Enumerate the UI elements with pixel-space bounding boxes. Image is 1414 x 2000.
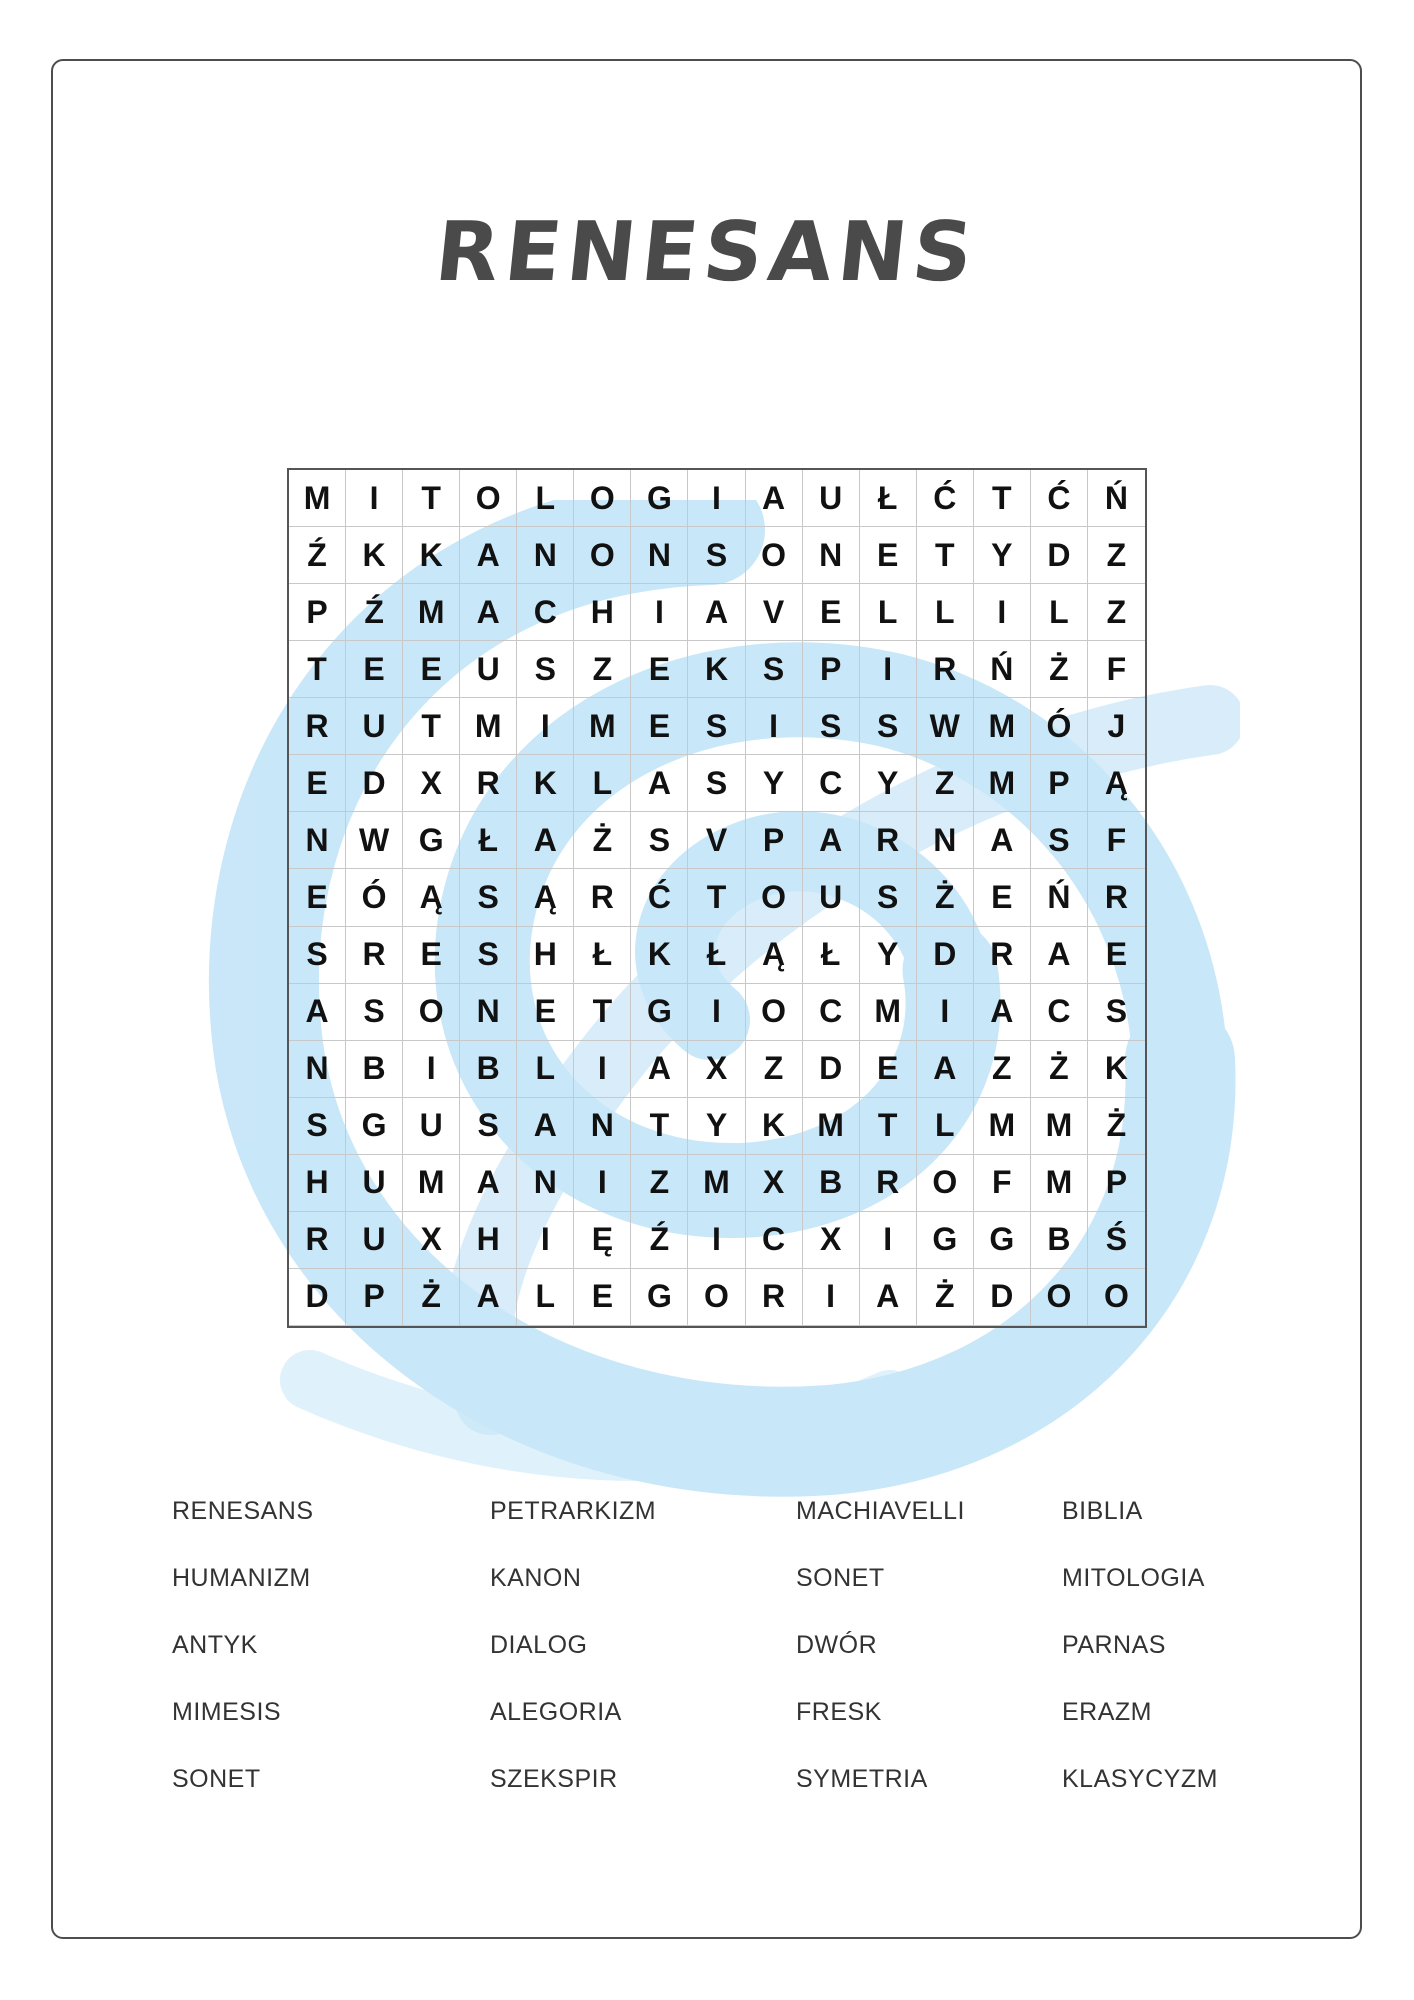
grid-cell[interactable]: C xyxy=(1031,984,1088,1041)
grid-cell[interactable]: Y xyxy=(746,755,803,812)
grid-cell[interactable]: U xyxy=(803,869,860,926)
grid-cell[interactable]: S xyxy=(460,1098,517,1155)
grid-cell[interactable]: E xyxy=(631,641,688,698)
grid-cell[interactable]: Ć xyxy=(1031,470,1088,527)
grid-cell[interactable]: B xyxy=(1031,1212,1088,1269)
grid-cell[interactable]: Ż xyxy=(403,1269,460,1326)
grid-cell[interactable]: S xyxy=(860,698,917,755)
grid-cell[interactable]: P xyxy=(346,1269,403,1326)
grid-cell[interactable]: D xyxy=(346,755,403,812)
grid-cell[interactable]: T xyxy=(403,698,460,755)
grid-cell[interactable]: Ś xyxy=(1088,1212,1145,1269)
grid-cell[interactable]: S xyxy=(346,984,403,1041)
grid-cell[interactable]: E xyxy=(860,527,917,584)
grid-cell[interactable]: U xyxy=(403,1098,460,1155)
grid-cell[interactable]: S xyxy=(631,812,688,869)
grid-cell[interactable]: A xyxy=(517,1098,574,1155)
grid-cell[interactable]: S xyxy=(460,927,517,984)
grid-cell[interactable]: N xyxy=(917,812,974,869)
grid-cell[interactable]: H xyxy=(517,927,574,984)
grid-cell[interactable]: Ł xyxy=(688,927,745,984)
grid-cell[interactable]: I xyxy=(746,698,803,755)
grid-cell[interactable]: A xyxy=(631,1041,688,1098)
grid-cell[interactable]: M xyxy=(974,1098,1031,1155)
grid-cell[interactable]: P xyxy=(1031,755,1088,812)
grid-cell[interactable]: A xyxy=(688,584,745,641)
grid-cell[interactable]: R xyxy=(1088,869,1145,926)
grid-cell[interactable]: G xyxy=(631,984,688,1041)
grid-cell[interactable]: Y xyxy=(860,927,917,984)
word-list-item: FRESK xyxy=(796,1698,882,1726)
grid-cell[interactable]: F xyxy=(974,1155,1031,1212)
grid-cell[interactable]: Ż xyxy=(917,1269,974,1326)
grid-cell[interactable]: O xyxy=(746,984,803,1041)
grid-cell[interactable]: O xyxy=(403,984,460,1041)
grid-cell[interactable]: P xyxy=(803,641,860,698)
grid-cell[interactable]: H xyxy=(289,1155,346,1212)
grid-cell[interactable]: Ż xyxy=(917,869,974,926)
grid-cell[interactable]: I xyxy=(974,584,1031,641)
grid-cell[interactable]: G xyxy=(403,812,460,869)
grid-cell[interactable]: N xyxy=(631,527,688,584)
grid-cell[interactable]: O xyxy=(746,527,803,584)
grid-cell[interactable]: D xyxy=(289,1269,346,1326)
grid-cell[interactable]: G xyxy=(346,1098,403,1155)
grid-cell[interactable]: R xyxy=(460,755,517,812)
grid-cell[interactable]: Ą xyxy=(403,869,460,926)
grid-cell[interactable]: Ź xyxy=(289,527,346,584)
grid-cell[interactable]: Y xyxy=(860,755,917,812)
grid-cell[interactable]: N xyxy=(517,1155,574,1212)
grid-cell[interactable]: E xyxy=(403,641,460,698)
grid-cell[interactable]: U xyxy=(803,470,860,527)
grid-cell[interactable]: D xyxy=(1031,527,1088,584)
grid-cell[interactable]: J xyxy=(1088,698,1145,755)
grid-cell[interactable]: Ą xyxy=(517,869,574,926)
grid-cell[interactable]: N xyxy=(460,984,517,1041)
grid-cell[interactable]: F xyxy=(1088,641,1145,698)
word-list-item: ERAZM xyxy=(1062,1698,1152,1726)
grid-cell[interactable]: E xyxy=(289,869,346,926)
grid-cell[interactable]: E xyxy=(631,698,688,755)
grid-cell[interactable]: C xyxy=(746,1212,803,1269)
grid-cell[interactable]: Ń xyxy=(1088,470,1145,527)
grid-cell[interactable]: N xyxy=(517,527,574,584)
grid-cell[interactable]: M xyxy=(1031,1098,1088,1155)
word-list-item: DWÓR xyxy=(796,1631,878,1659)
grid-cell[interactable]: P xyxy=(1088,1155,1145,1212)
grid-cell[interactable]: A xyxy=(860,1269,917,1326)
grid-cell[interactable]: Y xyxy=(688,1098,745,1155)
grid-cell[interactable]: S xyxy=(688,527,745,584)
grid-cell[interactable]: N xyxy=(289,1041,346,1098)
grid-cell[interactable]: A xyxy=(517,812,574,869)
grid-cell[interactable]: M xyxy=(289,470,346,527)
grid-cell[interactable]: E xyxy=(574,1269,631,1326)
grid-cell[interactable]: L xyxy=(917,584,974,641)
grid-cell[interactable]: A xyxy=(631,755,688,812)
grid-cell[interactable]: Z xyxy=(746,1041,803,1098)
grid-cell[interactable]: Ż xyxy=(1031,641,1088,698)
grid-cell[interactable]: X xyxy=(403,755,460,812)
grid-cell[interactable]: Z xyxy=(574,641,631,698)
word-list-item: KLASYCYZM xyxy=(1062,1765,1218,1793)
word-list-item: ALEGORIA xyxy=(490,1698,622,1726)
grid-cell[interactable]: K xyxy=(346,527,403,584)
grid-cell[interactable]: N xyxy=(803,527,860,584)
grid-cell[interactable]: O xyxy=(460,470,517,527)
grid-cell[interactable]: M xyxy=(688,1155,745,1212)
word-list-item: RENESANS xyxy=(172,1497,314,1525)
grid-cell[interactable]: R xyxy=(574,869,631,926)
grid-cell[interactable]: S xyxy=(860,869,917,926)
grid-cell[interactable]: Ł xyxy=(574,927,631,984)
grid-cell[interactable]: S xyxy=(746,641,803,698)
word-list-item: MIMESIS xyxy=(172,1698,282,1726)
grid-cell[interactable]: O xyxy=(917,1155,974,1212)
grid-cell[interactable]: F xyxy=(1088,812,1145,869)
grid-cell[interactable]: Z xyxy=(974,1041,1031,1098)
grid-cell[interactable]: K xyxy=(403,527,460,584)
word-list-item: PARNAS xyxy=(1062,1631,1166,1659)
grid-cell[interactable]: A xyxy=(1031,927,1088,984)
grid-cell[interactable]: Ż xyxy=(1031,1041,1088,1098)
grid-cell[interactable]: L xyxy=(917,1098,974,1155)
grid-cell[interactable]: E xyxy=(289,755,346,812)
grid-cell[interactable]: M xyxy=(974,698,1031,755)
word-list-item: MITOLOGIA xyxy=(1062,1564,1205,1592)
grid-cell[interactable]: L xyxy=(517,1269,574,1326)
grid-cell[interactable]: Ć xyxy=(917,470,974,527)
grid-cell[interactable]: G xyxy=(631,470,688,527)
grid-cell[interactable]: E xyxy=(403,927,460,984)
grid-cell[interactable]: K xyxy=(1088,1041,1145,1098)
word-list-item: SZEKSPIR xyxy=(490,1765,618,1793)
word-list-item: DIALOG xyxy=(490,1631,588,1659)
grid-cell[interactable]: G xyxy=(974,1212,1031,1269)
word-list-item: SYMETRIA xyxy=(796,1765,928,1793)
grid-cell[interactable]: K xyxy=(517,755,574,812)
grid-cell[interactable]: G xyxy=(631,1269,688,1326)
grid-cell[interactable]: R xyxy=(746,1269,803,1326)
grid-cell[interactable]: T xyxy=(974,470,1031,527)
grid-cell[interactable]: Z xyxy=(631,1155,688,1212)
grid-cell[interactable]: D xyxy=(974,1269,1031,1326)
grid-cell[interactable]: M xyxy=(403,584,460,641)
grid-cell[interactable]: O xyxy=(1088,1269,1145,1326)
grid-cell[interactable]: B xyxy=(346,1041,403,1098)
grid-cell[interactable]: Ź xyxy=(631,1212,688,1269)
grid-cell[interactable]: T xyxy=(688,869,745,926)
grid-cell[interactable]: I xyxy=(917,984,974,1041)
grid-cell[interactable]: A xyxy=(974,984,1031,1041)
grid-cell[interactable]: Ą xyxy=(746,927,803,984)
grid-cell[interactable]: I xyxy=(860,641,917,698)
grid-cell[interactable]: R xyxy=(917,641,974,698)
grid-cell[interactable]: Y xyxy=(974,527,1031,584)
grid-cell[interactable]: A xyxy=(746,470,803,527)
grid-cell[interactable]: O xyxy=(574,470,631,527)
grid-cell[interactable]: O xyxy=(574,527,631,584)
grid-cell[interactable]: P xyxy=(289,584,346,641)
grid-cell[interactable]: I xyxy=(688,984,745,1041)
grid-cell[interactable]: Ń xyxy=(974,641,1031,698)
grid-cell[interactable]: I xyxy=(631,584,688,641)
grid-cell[interactable]: R xyxy=(974,927,1031,984)
grid-cell[interactable]: Ż xyxy=(574,812,631,869)
grid-cell[interactable]: U xyxy=(346,1212,403,1269)
grid-cell[interactable]: A xyxy=(289,984,346,1041)
grid-cell[interactable]: E xyxy=(974,869,1031,926)
grid-cell[interactable]: Ć xyxy=(631,869,688,926)
grid-cell[interactable]: B xyxy=(460,1041,517,1098)
grid-cell[interactable]: Ó xyxy=(346,869,403,926)
word-list-item: MACHIAVELLI xyxy=(796,1497,965,1525)
grid-cell[interactable]: N xyxy=(574,1098,631,1155)
word-search-grid xyxy=(287,468,1147,1328)
grid-cell[interactable]: I xyxy=(574,1155,631,1212)
grid-cell[interactable]: R xyxy=(346,927,403,984)
grid-cell[interactable]: E xyxy=(517,984,574,1041)
grid-cell[interactable]: R xyxy=(289,698,346,755)
grid-cell[interactable]: A xyxy=(460,1155,517,1212)
word-list-item: BIBLIA xyxy=(1062,1497,1143,1525)
grid-cell[interactable]: E xyxy=(803,584,860,641)
grid-cell[interactable]: K xyxy=(631,927,688,984)
grid-cell[interactable]: C xyxy=(517,584,574,641)
page-title: RENESANS xyxy=(430,205,983,300)
grid-cell[interactable]: O xyxy=(1031,1269,1088,1326)
word-list-item: HUMANIZM xyxy=(172,1564,311,1592)
grid-cell[interactable]: N xyxy=(289,812,346,869)
grid-cell[interactable]: M xyxy=(803,1098,860,1155)
grid-cell[interactable]: S xyxy=(289,927,346,984)
grid-cell[interactable]: X xyxy=(688,1041,745,1098)
grid-cell[interactable]: Ź xyxy=(346,584,403,641)
grid-cell[interactable]: X xyxy=(403,1212,460,1269)
grid-cell[interactable]: L xyxy=(860,584,917,641)
grid-cell[interactable]: R xyxy=(289,1212,346,1269)
grid-cell[interactable]: I xyxy=(860,1212,917,1269)
word-list-item: PETRARKIZM xyxy=(490,1497,657,1525)
grid-cell[interactable]: T xyxy=(574,984,631,1041)
grid-cell[interactable]: M xyxy=(1031,1155,1088,1212)
word-list-item: ANTYK xyxy=(172,1631,258,1659)
grid-cell[interactable]: E xyxy=(860,1041,917,1098)
grid-cell[interactable]: K xyxy=(746,1098,803,1155)
grid-cell[interactable]: M xyxy=(574,698,631,755)
grid-cell[interactable]: Ł xyxy=(460,812,517,869)
grid-cell[interactable]: V xyxy=(746,584,803,641)
grid-cell[interactable]: V xyxy=(688,812,745,869)
grid-cell[interactable]: Z xyxy=(1088,527,1145,584)
grid-cell[interactable]: Z xyxy=(917,755,974,812)
grid-cell[interactable]: D xyxy=(803,1041,860,1098)
grid-cell[interactable]: I xyxy=(346,470,403,527)
grid-cell[interactable]: Ę xyxy=(574,1212,631,1269)
grid-cell[interactable]: Ó xyxy=(1031,698,1088,755)
grid-cell[interactable]: G xyxy=(917,1212,974,1269)
grid-cell[interactable]: A xyxy=(460,527,517,584)
grid-cell[interactable]: U xyxy=(346,698,403,755)
word-list-item: SONET xyxy=(796,1564,885,1592)
grid-cell[interactable]: X xyxy=(803,1212,860,1269)
grid-cell[interactable]: I xyxy=(688,1212,745,1269)
grid-cell[interactable]: M xyxy=(403,1155,460,1212)
grid-cell[interactable]: R xyxy=(860,812,917,869)
grid-cell[interactable]: T xyxy=(403,470,460,527)
grid-cell[interactable]: S xyxy=(1031,812,1088,869)
grid-cell[interactable]: C xyxy=(803,984,860,1041)
grid-cell[interactable]: S xyxy=(517,641,574,698)
letter-grid xyxy=(289,470,1145,1326)
grid-cell[interactable]: U xyxy=(460,641,517,698)
grid-cell[interactable]: A xyxy=(460,584,517,641)
grid-cell[interactable]: A xyxy=(917,1041,974,1098)
grid-cell[interactable]: U xyxy=(346,1155,403,1212)
grid-cell[interactable]: H xyxy=(574,584,631,641)
grid-cell[interactable]: M xyxy=(974,755,1031,812)
grid-cell[interactable]: I xyxy=(688,470,745,527)
grid-cell[interactable]: L xyxy=(517,1041,574,1098)
grid-cell[interactable]: A xyxy=(974,812,1031,869)
grid-cell[interactable]: Z xyxy=(1088,584,1145,641)
grid-cell[interactable]: Ż xyxy=(1088,1098,1145,1155)
grid-cell[interactable]: S xyxy=(460,869,517,926)
grid-cell[interactable]: O xyxy=(746,869,803,926)
word-list-item: SONET xyxy=(172,1765,261,1793)
grid-cell[interactable]: H xyxy=(460,1212,517,1269)
grid-cell[interactable]: I xyxy=(574,1041,631,1098)
grid-cell[interactable]: S xyxy=(1088,984,1145,1041)
grid-cell[interactable]: I xyxy=(803,1269,860,1326)
grid-cell[interactable]: T xyxy=(631,1098,688,1155)
grid-cell[interactable]: I xyxy=(403,1041,460,1098)
grid-cell[interactable]: M xyxy=(860,984,917,1041)
grid-cell[interactable]: S xyxy=(688,698,745,755)
grid-cell[interactable]: T xyxy=(917,527,974,584)
grid-cell[interactable]: L xyxy=(574,755,631,812)
grid-cell[interactable]: S xyxy=(289,1098,346,1155)
grid-cell[interactable]: Ł xyxy=(860,470,917,527)
grid-cell[interactable]: R xyxy=(860,1155,917,1212)
grid-cell[interactable]: E xyxy=(346,641,403,698)
grid-cell[interactable]: X xyxy=(746,1155,803,1212)
grid-cell[interactable]: A xyxy=(460,1269,517,1326)
grid-cell[interactable]: T xyxy=(289,641,346,698)
grid-cell[interactable]: W xyxy=(917,698,974,755)
grid-cell[interactable]: B xyxy=(803,1155,860,1212)
grid-cell[interactable]: Ń xyxy=(1031,869,1088,926)
grid-cell[interactable]: O xyxy=(688,1269,745,1326)
grid-cell[interactable]: K xyxy=(688,641,745,698)
grid-cell[interactable]: A xyxy=(803,812,860,869)
grid-cell[interactable]: C xyxy=(803,755,860,812)
grid-cell[interactable]: S xyxy=(688,755,745,812)
grid-cell[interactable]: S xyxy=(803,698,860,755)
grid-cell[interactable]: T xyxy=(860,1098,917,1155)
grid-cell[interactable]: I xyxy=(517,698,574,755)
grid-cell[interactable]: E xyxy=(1088,927,1145,984)
grid-cell[interactable]: Ł xyxy=(803,927,860,984)
word-list-item: KANON xyxy=(490,1564,582,1592)
grid-cell[interactable]: D xyxy=(917,927,974,984)
grid-cell[interactable]: W xyxy=(346,812,403,869)
grid-cell[interactable]: P xyxy=(746,812,803,869)
grid-cell[interactable]: Ą xyxy=(1088,755,1145,812)
grid-cell[interactable]: L xyxy=(517,470,574,527)
grid-cell[interactable]: M xyxy=(460,698,517,755)
grid-cell[interactable]: L xyxy=(1031,584,1088,641)
grid-cell[interactable]: I xyxy=(517,1212,574,1269)
